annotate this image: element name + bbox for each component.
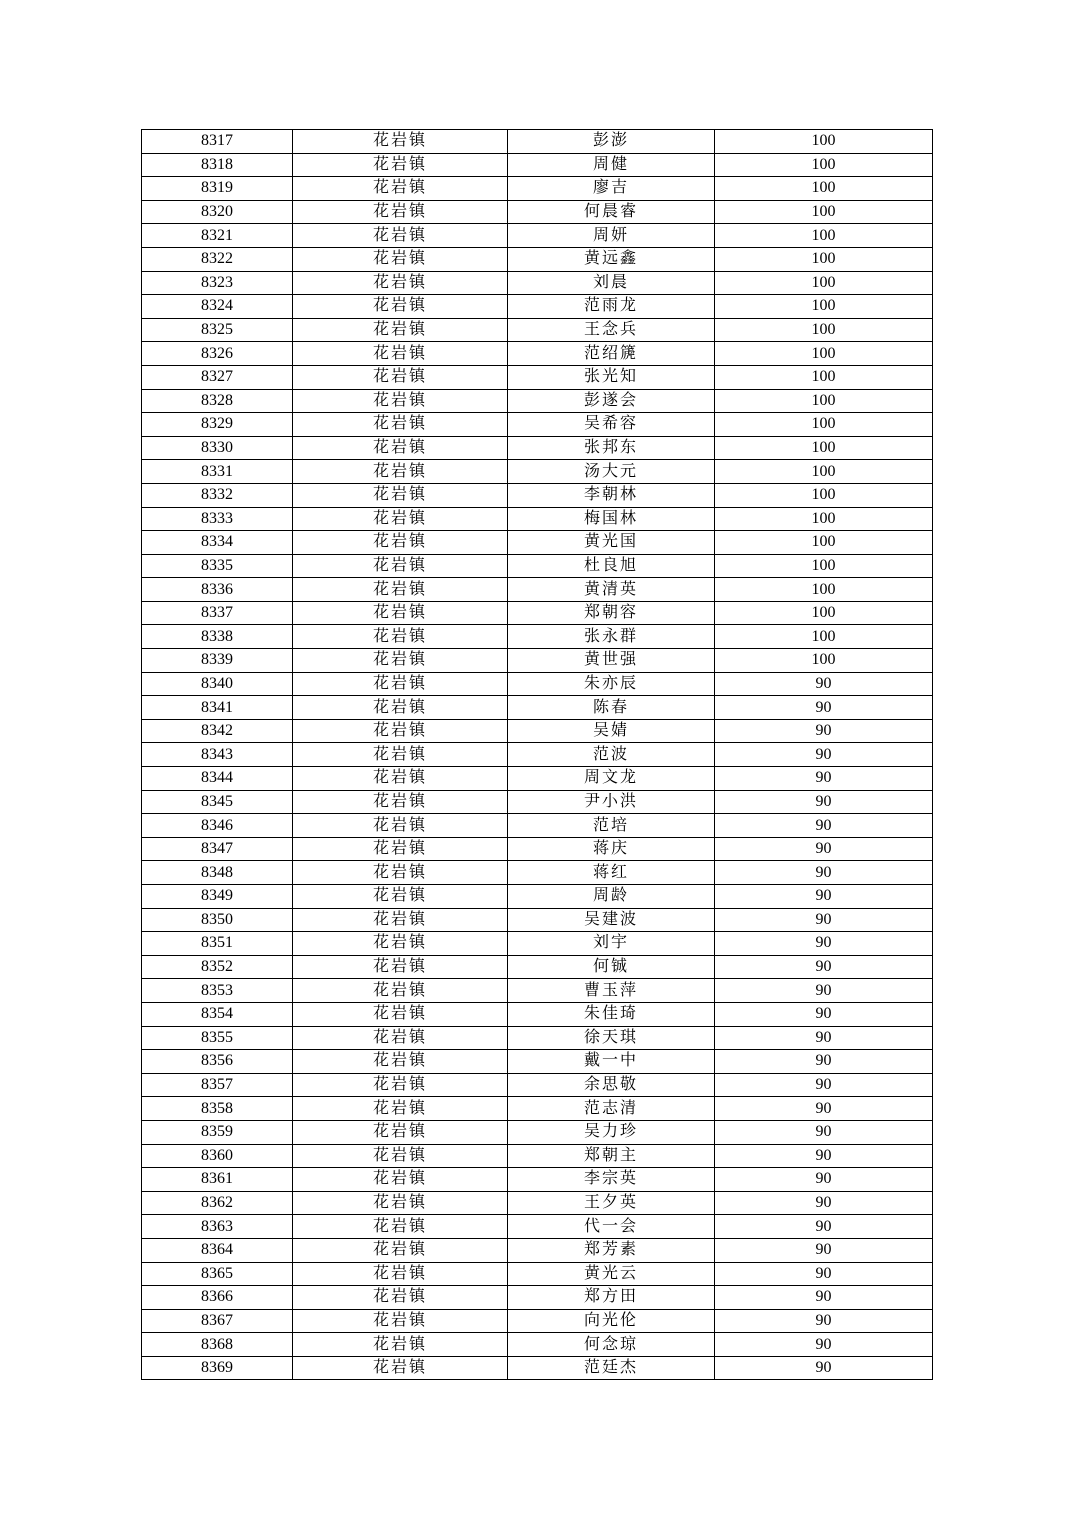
table-row <box>142 1286 933 1310</box>
cell-town: 花岩镇 <box>293 955 508 979</box>
table-row <box>142 436 933 460</box>
cell-number: 8356 <box>142 1050 293 1074</box>
cell-number: 8320 <box>142 200 293 224</box>
cell-name: 李宗英 <box>508 1168 715 1192</box>
cell-number: 8351 <box>142 932 293 956</box>
cell-amount: 90 <box>715 1073 933 1097</box>
cell-amount: 90 <box>715 672 933 696</box>
cell-town: 花岩镇 <box>293 1120 508 1144</box>
cell-town: 花岩镇 <box>293 790 508 814</box>
cell-town: 花岩镇 <box>293 743 508 767</box>
cell-name: 黄光云 <box>508 1262 715 1286</box>
table-row <box>142 743 933 767</box>
cell-amount: 90 <box>715 1050 933 1074</box>
cell-town: 花岩镇 <box>293 814 508 838</box>
cell-amount: 100 <box>715 625 933 649</box>
cell-amount: 100 <box>715 578 933 602</box>
table-row <box>142 719 933 743</box>
cell-name: 张光知 <box>508 365 715 389</box>
table-row <box>142 1002 933 1026</box>
cell-amount: 100 <box>715 531 933 555</box>
cell-amount: 90 <box>715 743 933 767</box>
table-row <box>142 342 933 366</box>
cell-number: 8360 <box>142 1144 293 1168</box>
cell-number: 8362 <box>142 1191 293 1215</box>
cell-town: 花岩镇 <box>293 767 508 791</box>
cell-town: 花岩镇 <box>293 672 508 696</box>
cell-amount: 90 <box>715 1191 933 1215</box>
cell-number: 8319 <box>142 177 293 201</box>
table-row <box>142 295 933 319</box>
cell-town: 花岩镇 <box>293 1026 508 1050</box>
cell-number: 8368 <box>142 1333 293 1357</box>
cell-number: 8317 <box>142 130 293 154</box>
table-row <box>142 767 933 791</box>
cell-name: 黄世强 <box>508 649 715 673</box>
cell-amount: 100 <box>715 200 933 224</box>
cell-name: 张永群 <box>508 625 715 649</box>
table-row <box>142 554 933 578</box>
table-row <box>142 507 933 531</box>
cell-number: 8361 <box>142 1168 293 1192</box>
cell-amount: 100 <box>715 177 933 201</box>
cell-name: 周文龙 <box>508 767 715 791</box>
cell-number: 8346 <box>142 814 293 838</box>
cell-town: 花岩镇 <box>293 295 508 319</box>
cell-town: 花岩镇 <box>293 908 508 932</box>
cell-amount: 90 <box>715 719 933 743</box>
cell-amount: 90 <box>715 1238 933 1262</box>
cell-town: 花岩镇 <box>293 601 508 625</box>
cell-town: 花岩镇 <box>293 1144 508 1168</box>
table-row <box>142 1120 933 1144</box>
cell-number: 8345 <box>142 790 293 814</box>
table-row <box>142 601 933 625</box>
table-row <box>142 955 933 979</box>
table-row <box>142 1238 933 1262</box>
cell-amount: 90 <box>715 1286 933 1310</box>
cell-amount: 100 <box>715 483 933 507</box>
cell-town: 花岩镇 <box>293 649 508 673</box>
cell-number: 8366 <box>142 1286 293 1310</box>
table-row <box>142 1144 933 1168</box>
cell-town: 花岩镇 <box>293 413 508 437</box>
table-row <box>142 885 933 909</box>
cell-name: 向光伦 <box>508 1309 715 1333</box>
cell-number: 8344 <box>142 767 293 791</box>
cell-town: 花岩镇 <box>293 1356 508 1380</box>
cell-amount: 90 <box>715 1168 933 1192</box>
cell-number: 8349 <box>142 885 293 909</box>
cell-name: 汤大元 <box>508 460 715 484</box>
cell-amount: 100 <box>715 436 933 460</box>
cell-town: 花岩镇 <box>293 153 508 177</box>
table-row <box>142 460 933 484</box>
table-row <box>142 130 933 154</box>
table-row <box>142 932 933 956</box>
cell-name: 戴一中 <box>508 1050 715 1074</box>
cell-town: 花岩镇 <box>293 861 508 885</box>
cell-town: 花岩镇 <box>293 507 508 531</box>
table-row <box>142 908 933 932</box>
cell-number: 8330 <box>142 436 293 460</box>
cell-number: 8321 <box>142 224 293 248</box>
cell-amount: 100 <box>715 460 933 484</box>
table-row <box>142 389 933 413</box>
cell-town: 花岩镇 <box>293 625 508 649</box>
cell-amount: 90 <box>715 1215 933 1239</box>
cell-number: 8339 <box>142 649 293 673</box>
cell-amount: 90 <box>715 1097 933 1121</box>
cell-number: 8333 <box>142 507 293 531</box>
table-row <box>142 1050 933 1074</box>
cell-town: 花岩镇 <box>293 837 508 861</box>
cell-number: 8347 <box>142 837 293 861</box>
table-row <box>142 224 933 248</box>
cell-number: 8364 <box>142 1238 293 1262</box>
cell-town: 花岩镇 <box>293 1286 508 1310</box>
cell-name: 蒋红 <box>508 861 715 885</box>
cell-name: 吴力珍 <box>508 1120 715 1144</box>
cell-name: 范培 <box>508 814 715 838</box>
table-row <box>142 1026 933 1050</box>
cell-number: 8332 <box>142 483 293 507</box>
cell-town: 花岩镇 <box>293 1050 508 1074</box>
cell-amount: 100 <box>715 342 933 366</box>
table-row <box>142 271 933 295</box>
cell-name: 彭澎 <box>508 130 715 154</box>
cell-amount: 100 <box>715 601 933 625</box>
cell-number: 8322 <box>142 247 293 271</box>
table-row <box>142 1309 933 1333</box>
cell-amount: 90 <box>715 979 933 1003</box>
cell-town: 花岩镇 <box>293 1309 508 1333</box>
table-row <box>142 672 933 696</box>
cell-amount: 90 <box>715 1333 933 1357</box>
cell-amount: 100 <box>715 554 933 578</box>
cell-number: 8350 <box>142 908 293 932</box>
cell-amount: 90 <box>715 1356 933 1380</box>
cell-amount: 100 <box>715 507 933 531</box>
cell-amount: 100 <box>715 295 933 319</box>
table-row <box>142 649 933 673</box>
cell-name: 陈春 <box>508 696 715 720</box>
table-row <box>142 837 933 861</box>
cell-town: 花岩镇 <box>293 436 508 460</box>
cell-name: 朱亦辰 <box>508 672 715 696</box>
cell-name: 代一会 <box>508 1215 715 1239</box>
table-row <box>142 365 933 389</box>
cell-number: 8324 <box>142 295 293 319</box>
cell-number: 8357 <box>142 1073 293 1097</box>
cell-town: 花岩镇 <box>293 342 508 366</box>
cell-name: 徐天琪 <box>508 1026 715 1050</box>
cell-number: 8318 <box>142 153 293 177</box>
cell-town: 花岩镇 <box>293 483 508 507</box>
cell-name: 杜良旭 <box>508 554 715 578</box>
cell-amount: 100 <box>715 271 933 295</box>
cell-name: 刘晨 <box>508 271 715 295</box>
table-body <box>142 130 933 1380</box>
table-row <box>142 578 933 602</box>
cell-number: 8340 <box>142 672 293 696</box>
cell-town: 花岩镇 <box>293 224 508 248</box>
cell-amount: 90 <box>715 790 933 814</box>
cell-amount: 100 <box>715 365 933 389</box>
cell-number: 8328 <box>142 389 293 413</box>
cell-name: 张邦东 <box>508 436 715 460</box>
cell-town: 花岩镇 <box>293 318 508 342</box>
cell-number: 8327 <box>142 365 293 389</box>
cell-name: 尹小洪 <box>508 790 715 814</box>
cell-name: 周龄 <box>508 885 715 909</box>
cell-amount: 100 <box>715 649 933 673</box>
cell-number: 8326 <box>142 342 293 366</box>
cell-name: 梅国林 <box>508 507 715 531</box>
table-row <box>142 1097 933 1121</box>
cell-name: 吴婧 <box>508 719 715 743</box>
cell-town: 花岩镇 <box>293 1262 508 1286</box>
cell-name: 何铖 <box>508 955 715 979</box>
cell-amount: 90 <box>715 696 933 720</box>
cell-amount: 90 <box>715 1262 933 1286</box>
cell-number: 8337 <box>142 601 293 625</box>
cell-town: 花岩镇 <box>293 1002 508 1026</box>
cell-amount: 100 <box>715 130 933 154</box>
table-row <box>142 861 933 885</box>
cell-number: 8367 <box>142 1309 293 1333</box>
cell-amount: 100 <box>715 247 933 271</box>
cell-amount: 100 <box>715 413 933 437</box>
cell-name: 曹玉萍 <box>508 979 715 1003</box>
cell-name: 王夕英 <box>508 1191 715 1215</box>
cell-town: 花岩镇 <box>293 1097 508 1121</box>
cell-town: 花岩镇 <box>293 554 508 578</box>
table-row <box>142 1073 933 1097</box>
cell-name: 黄清英 <box>508 578 715 602</box>
table-row <box>142 696 933 720</box>
cell-town: 花岩镇 <box>293 1215 508 1239</box>
cell-name: 吴建波 <box>508 908 715 932</box>
cell-name: 范绍篪 <box>508 342 715 366</box>
cell-town: 花岩镇 <box>293 1191 508 1215</box>
table-row <box>142 625 933 649</box>
table-row <box>142 1262 933 1286</box>
cell-number: 8343 <box>142 743 293 767</box>
cell-town: 花岩镇 <box>293 1238 508 1262</box>
cell-town: 花岩镇 <box>293 696 508 720</box>
cell-amount: 90 <box>715 908 933 932</box>
cell-town: 花岩镇 <box>293 719 508 743</box>
cell-name: 王念兵 <box>508 318 715 342</box>
table-row <box>142 814 933 838</box>
table-row <box>142 483 933 507</box>
cell-number: 8353 <box>142 979 293 1003</box>
cell-name: 郑朝主 <box>508 1144 715 1168</box>
cell-number: 8342 <box>142 719 293 743</box>
table-row <box>142 1333 933 1357</box>
cell-name: 廖吉 <box>508 177 715 201</box>
cell-town: 花岩镇 <box>293 885 508 909</box>
cell-town: 花岩镇 <box>293 1073 508 1097</box>
cell-name: 吴希容 <box>508 413 715 437</box>
cell-number: 8358 <box>142 1097 293 1121</box>
cell-number: 8323 <box>142 271 293 295</box>
cell-town: 花岩镇 <box>293 389 508 413</box>
table-row <box>142 979 933 1003</box>
table-row <box>142 247 933 271</box>
table-row <box>142 1168 933 1192</box>
cell-number: 8363 <box>142 1215 293 1239</box>
cell-town: 花岩镇 <box>293 979 508 1003</box>
cell-number: 8354 <box>142 1002 293 1026</box>
cell-name: 范志清 <box>508 1097 715 1121</box>
table-row <box>142 790 933 814</box>
cell-number: 8348 <box>142 861 293 885</box>
cell-amount: 90 <box>715 837 933 861</box>
cell-amount: 90 <box>715 1144 933 1168</box>
cell-town: 花岩镇 <box>293 130 508 154</box>
table-row <box>142 413 933 437</box>
cell-amount: 90 <box>715 885 933 909</box>
cell-number: 8359 <box>142 1120 293 1144</box>
cell-name: 余思敬 <box>508 1073 715 1097</box>
cell-name: 郑方田 <box>508 1286 715 1310</box>
cell-number: 8335 <box>142 554 293 578</box>
cell-town: 花岩镇 <box>293 531 508 555</box>
cell-name: 彭遂会 <box>508 389 715 413</box>
table-row <box>142 318 933 342</box>
cell-number: 8341 <box>142 696 293 720</box>
cell-amount: 90 <box>715 861 933 885</box>
cell-number: 8369 <box>142 1356 293 1380</box>
cell-amount: 90 <box>715 767 933 791</box>
cell-name: 刘宇 <box>508 932 715 956</box>
table-row <box>142 1215 933 1239</box>
cell-name: 范廷杰 <box>508 1356 715 1380</box>
cell-number: 8365 <box>142 1262 293 1286</box>
cell-name: 范波 <box>508 743 715 767</box>
table-row <box>142 200 933 224</box>
cell-amount: 90 <box>715 1309 933 1333</box>
cell-town: 花岩镇 <box>293 200 508 224</box>
cell-town: 花岩镇 <box>293 578 508 602</box>
cell-amount: 90 <box>715 932 933 956</box>
cell-name: 朱佳琦 <box>508 1002 715 1026</box>
cell-name: 蒋庆 <box>508 837 715 861</box>
cell-amount: 90 <box>715 955 933 979</box>
data-table <box>141 129 933 1380</box>
cell-name: 范雨龙 <box>508 295 715 319</box>
cell-amount: 90 <box>715 814 933 838</box>
cell-amount: 90 <box>715 1120 933 1144</box>
table-row <box>142 153 933 177</box>
cell-amount: 100 <box>715 224 933 248</box>
cell-name: 周健 <box>508 153 715 177</box>
cell-town: 花岩镇 <box>293 271 508 295</box>
cell-amount: 90 <box>715 1026 933 1050</box>
cell-name: 何晨睿 <box>508 200 715 224</box>
table-row <box>142 531 933 555</box>
cell-number: 8336 <box>142 578 293 602</box>
cell-amount: 90 <box>715 1002 933 1026</box>
cell-number: 8355 <box>142 1026 293 1050</box>
cell-number: 8352 <box>142 955 293 979</box>
cell-amount: 100 <box>715 389 933 413</box>
cell-number: 8338 <box>142 625 293 649</box>
cell-name: 何念琼 <box>508 1333 715 1357</box>
cell-name: 郑芳素 <box>508 1238 715 1262</box>
cell-town: 花岩镇 <box>293 177 508 201</box>
cell-name: 黄光国 <box>508 531 715 555</box>
cell-name: 郑朝容 <box>508 601 715 625</box>
cell-number: 8329 <box>142 413 293 437</box>
cell-town: 花岩镇 <box>293 365 508 389</box>
cell-town: 花岩镇 <box>293 460 508 484</box>
table-row <box>142 1191 933 1215</box>
cell-name: 黄远鑫 <box>508 247 715 271</box>
cell-town: 花岩镇 <box>293 247 508 271</box>
cell-number: 8325 <box>142 318 293 342</box>
cell-amount: 100 <box>715 153 933 177</box>
table-row <box>142 1356 933 1380</box>
cell-town: 花岩镇 <box>293 1168 508 1192</box>
table-row <box>142 177 933 201</box>
cell-number: 8331 <box>142 460 293 484</box>
cell-name: 李朝林 <box>508 483 715 507</box>
cell-name: 周妍 <box>508 224 715 248</box>
cell-town: 花岩镇 <box>293 932 508 956</box>
cell-town: 花岩镇 <box>293 1333 508 1357</box>
cell-amount: 100 <box>715 318 933 342</box>
cell-number: 8334 <box>142 531 293 555</box>
